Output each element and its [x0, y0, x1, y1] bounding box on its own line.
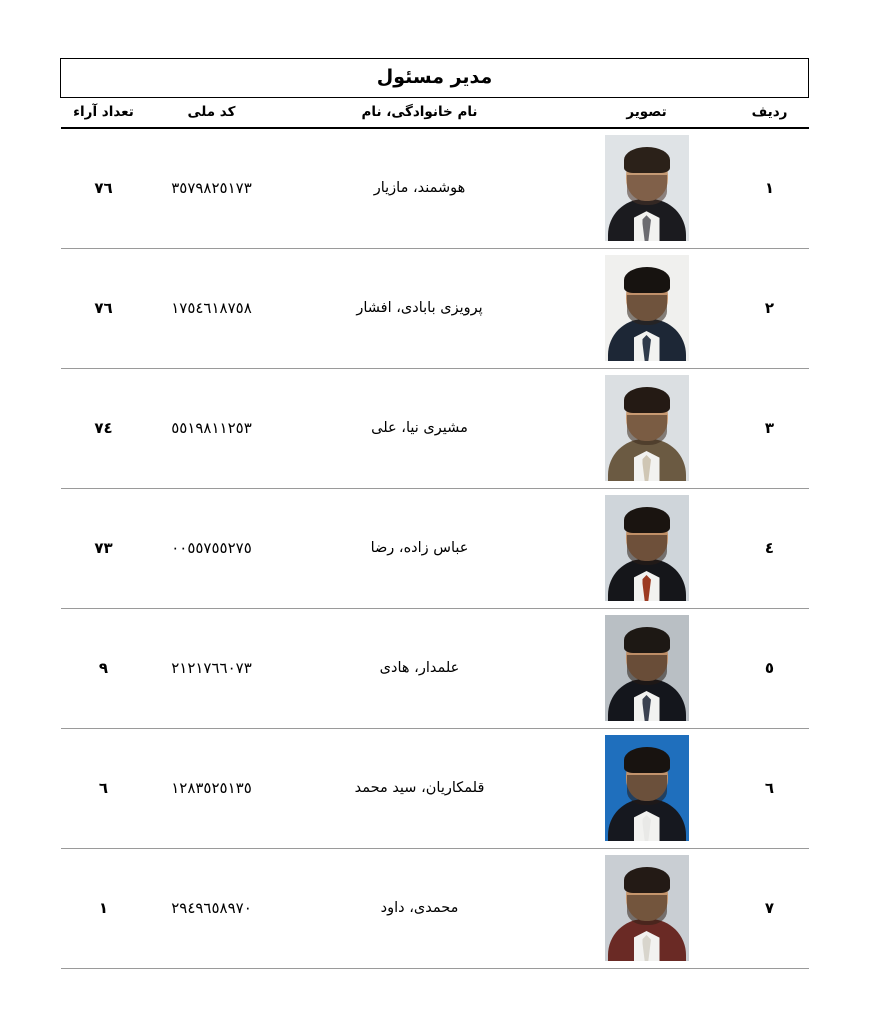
portrait-photo [605, 255, 689, 361]
photo-hair [624, 627, 670, 653]
photo-wrapper [564, 255, 730, 361]
cell-national-id: ٥٥١٩٨١١٢٥٣ [147, 368, 277, 488]
cell-name: مشیری نیا، علی [277, 368, 563, 488]
cell-photo [563, 728, 731, 848]
photo-hair [624, 507, 670, 533]
column-header-photo: تصویر [563, 98, 731, 129]
photo-beard [627, 655, 667, 685]
cell-rank: ٣ [731, 368, 809, 488]
table-body [61, 128, 809, 968]
cell-name: پرویزی بابادی، افشار [277, 248, 563, 368]
cell-votes: ٧٤ [61, 368, 147, 488]
results-table [60, 58, 809, 969]
cell-photo [563, 848, 731, 968]
cell-photo [563, 488, 731, 608]
portrait-photo [605, 495, 689, 601]
portrait-photo [605, 135, 689, 241]
photo-wrapper [564, 375, 730, 481]
cell-rank: ٦ [731, 728, 809, 848]
photo-beard [627, 175, 667, 205]
cell-national-id: ١٢٨٣٥٢٥١٣٥ [147, 728, 277, 848]
photo-wrapper [564, 615, 730, 721]
table-row [61, 488, 809, 608]
cell-rank: ٥ [731, 608, 809, 728]
column-header-name: نام خانوادگی، نام [277, 98, 563, 129]
column-header-national-id: کد ملی [147, 98, 277, 129]
table-row [61, 728, 809, 848]
page-title: مدیر مسئول [61, 59, 809, 98]
table-row [61, 608, 809, 728]
cell-votes: ٩ [61, 608, 147, 728]
cell-rank: ١ [731, 128, 809, 248]
cell-photo [563, 128, 731, 248]
table-row [61, 128, 809, 248]
portrait-photo [605, 375, 689, 481]
photo-beard [627, 775, 667, 805]
cell-name: قلمکاریان، سید محمد [277, 728, 563, 848]
photo-hair [624, 267, 670, 293]
photo-beard [627, 295, 667, 325]
photo-beard [627, 415, 667, 445]
cell-votes: ٧٦ [61, 128, 147, 248]
cell-name: محمدی، داود [277, 848, 563, 968]
cell-name: علمدار، هادی [277, 608, 563, 728]
cell-name: هوشمند، مازیار [277, 128, 563, 248]
cell-national-id: ٠٠٥٥٧٥٥٢٧٥ [147, 488, 277, 608]
cell-national-id: ٢٩٤٩٦٥٨٩٧٠ [147, 848, 277, 968]
cell-votes: ٧٦ [61, 248, 147, 368]
photo-hair [624, 387, 670, 413]
photo-hair [624, 147, 670, 173]
table-title-head [61, 59, 809, 98]
photo-wrapper [564, 855, 730, 961]
table-row [61, 848, 809, 968]
cell-photo [563, 368, 731, 488]
cell-votes: ٦ [61, 728, 147, 848]
photo-wrapper [564, 735, 730, 841]
photo-wrapper [564, 135, 730, 241]
portrait-photo [605, 735, 689, 841]
cell-national-id: ٢١٢١٧٦٦٠٧٣ [147, 608, 277, 728]
portrait-photo [605, 855, 689, 961]
cell-photo [563, 248, 731, 368]
portrait-photo [605, 615, 689, 721]
column-header-rank: ردیف [731, 98, 809, 129]
photo-wrapper [564, 495, 730, 601]
cell-votes: ٧٣ [61, 488, 147, 608]
cell-photo [563, 608, 731, 728]
table-column-head [61, 98, 809, 129]
table-row [61, 248, 809, 368]
cell-rank: ٧ [731, 848, 809, 968]
photo-hair [624, 867, 670, 893]
cell-national-id: ١٧٥٤٦١٨٧٥٨ [147, 248, 277, 368]
photo-beard [627, 895, 667, 925]
column-header-votes: تعداد آراء [61, 98, 147, 129]
cell-votes: ١ [61, 848, 147, 968]
cell-name: عباس زاده، رضا [277, 488, 563, 608]
table-row [61, 368, 809, 488]
photo-hair [624, 747, 670, 773]
cell-national-id: ٣٥٧٩٨٢٥١٧٣ [147, 128, 277, 248]
cell-rank: ٢ [731, 248, 809, 368]
photo-beard [627, 535, 667, 565]
cell-rank: ٤ [731, 488, 809, 608]
